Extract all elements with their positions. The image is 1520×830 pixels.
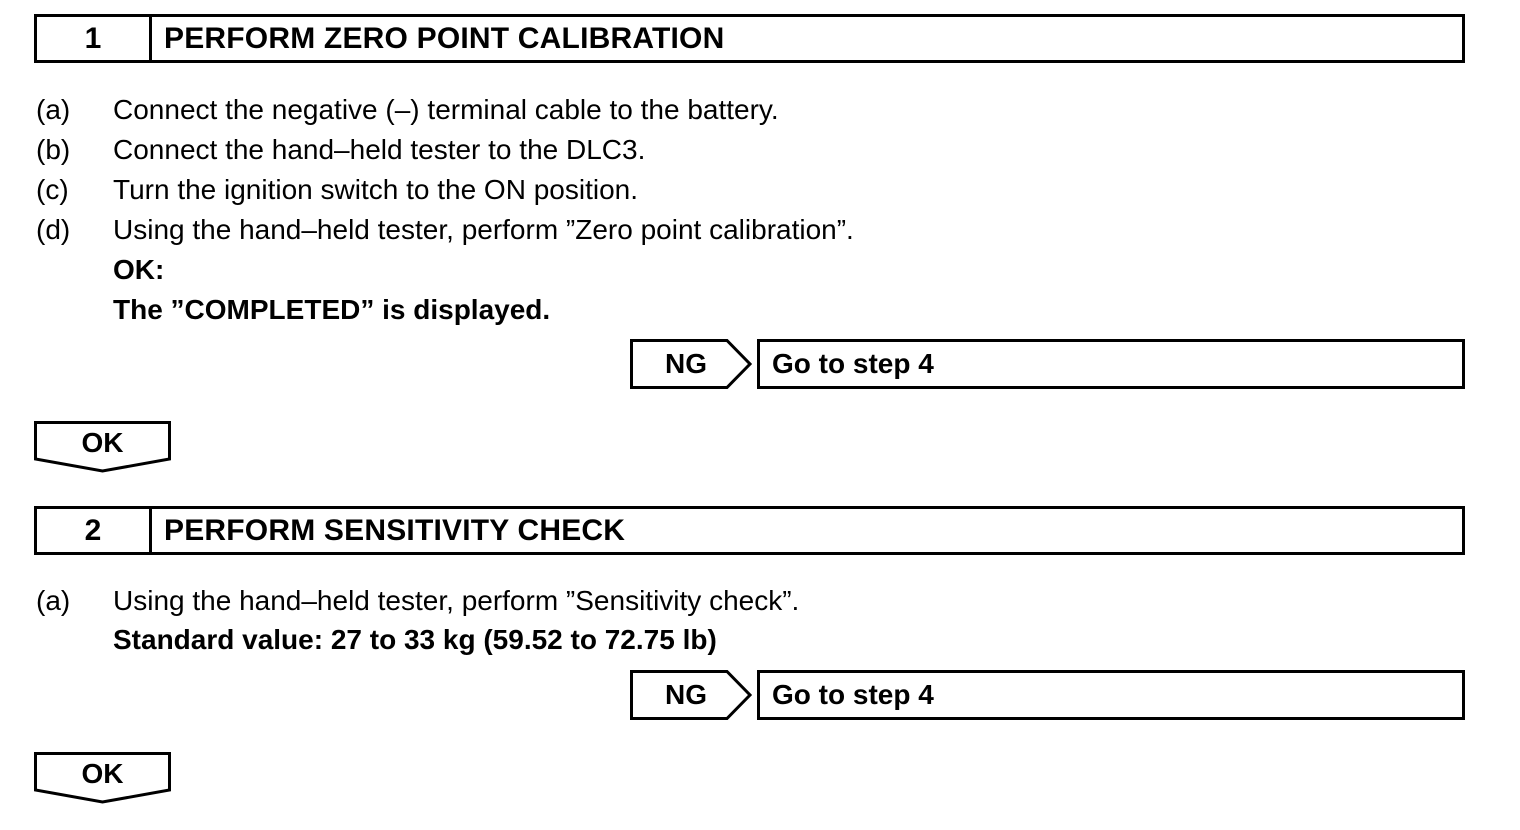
step-1-ok-criterion-label: OK: bbox=[113, 254, 165, 285]
step-2-standard-value: Standard value: 27 to 33 kg (59.52 to 72.75 lb) bbox=[113, 624, 717, 655]
step-1-item-a-letter: (a) bbox=[36, 94, 71, 125]
step-1-item-b-text: Connect the hand–held tester to the DLC3. bbox=[113, 134, 646, 165]
step-2-item-a-letter: (a) bbox=[36, 585, 71, 616]
step-2-ng-target: Go to step 4 bbox=[757, 670, 1465, 720]
step-1-item-c-letter: (c) bbox=[36, 174, 69, 205]
step-2-number: 2 bbox=[37, 509, 152, 552]
step-1-ok-flow-label: OK bbox=[81, 427, 124, 458]
step-1-item-d-text: Using the hand–held tester, perform ”Zero point calibration”. bbox=[113, 214, 854, 245]
step-1-ng-label: NG bbox=[665, 348, 707, 379]
step-1-title: PERFORM ZERO POINT CALIBRATION bbox=[164, 21, 725, 55]
step-1-header bbox=[34, 14, 1465, 63]
step-1-item-a-text: Connect the negative (–) terminal cable to the battery. bbox=[113, 94, 779, 125]
step-1-item-b-letter: (b) bbox=[36, 134, 71, 165]
step-2-item-a-text: Using the hand–held tester, perform ”Sensitivity check”. bbox=[113, 585, 800, 616]
step-1-item-d-letter: (d) bbox=[36, 214, 71, 245]
step-1-ok-criterion-text: The ”COMPLETED” is displayed. bbox=[113, 294, 551, 325]
step-2-header bbox=[34, 506, 1465, 555]
step-2-title: PERFORM SENSITIVITY CHECK bbox=[164, 513, 626, 547]
step-1-number: 1 bbox=[37, 17, 152, 60]
step-2-ng-label: NG bbox=[665, 679, 707, 710]
step-1-item-c-text: Turn the ignition switch to the ON position. bbox=[113, 174, 638, 205]
step-2-ok-flow bbox=[34, 752, 171, 804]
step-1-ok-flow bbox=[34, 421, 171, 473]
step-2-ok-flow-label: OK bbox=[81, 758, 124, 789]
step-1-ng-target: Go to step 4 bbox=[757, 339, 1465, 389]
